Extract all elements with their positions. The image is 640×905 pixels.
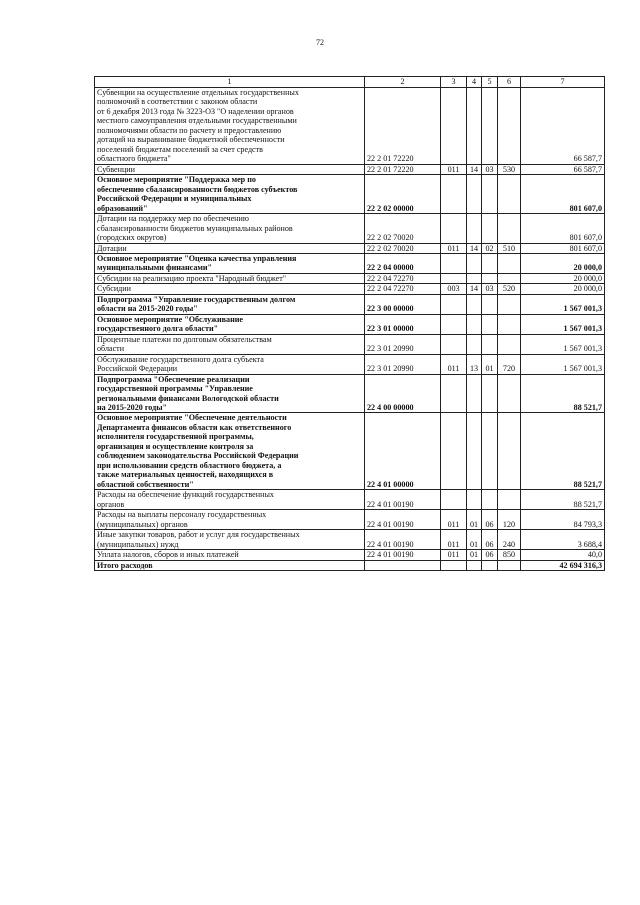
row-amount: 1 567 001,3 xyxy=(521,294,605,314)
row-name: Процентные платежи по долговым обязательствам области xyxy=(95,334,365,354)
row-name: Дотации на поддержку мер по обеспечению сбалансированности бюджетов муниципальных районов (городских округов) xyxy=(95,214,365,243)
header-col-3: 3 xyxy=(441,77,467,88)
row-code: 22 4 00 00000 xyxy=(365,374,441,413)
row-col5 xyxy=(482,253,498,273)
row-col4 xyxy=(467,88,482,165)
row-amount: 40,0 xyxy=(521,550,605,560)
row-col4 xyxy=(467,273,482,283)
row-col5: 06 xyxy=(482,530,498,550)
row-code: 22 2 04 72270 xyxy=(365,284,441,294)
row-col3 xyxy=(441,175,467,214)
row-name: Обслуживание государственного долга субъекта Российской Федерации xyxy=(95,354,365,374)
row-col6 xyxy=(498,175,521,214)
row-col4 xyxy=(467,374,482,413)
row-col6 xyxy=(498,88,521,165)
row-name: Субвенции на осуществление отдельных государственных полномочий в соответствии с законом области от 6 декабря 2013 года № 3223-ОЗ "О наделении органов местного самоуправления отдельными государственными полномочиями области по расчету и предоставлению дотаций на выравнивание бюджетной обеспеченности поселений бюджетам поселений за счет средств областного бюджета" xyxy=(95,88,365,165)
row-col5 xyxy=(482,273,498,283)
row-col4 xyxy=(467,175,482,214)
row-col5 xyxy=(482,314,498,334)
row-col3: 003 xyxy=(441,284,467,294)
row-name: Итого расходов xyxy=(95,560,365,570)
row-code: 22 3 01 00000 xyxy=(365,314,441,334)
row-col6 xyxy=(498,314,521,334)
budget-table xyxy=(94,76,605,571)
row-col5 xyxy=(482,294,498,314)
row-code: 22 2 02 00000 xyxy=(365,175,441,214)
table-row xyxy=(95,294,605,314)
row-col6: 530 xyxy=(498,164,521,174)
row-code: 22 3 01 20990 xyxy=(365,334,441,354)
row-col3: 011 xyxy=(441,243,467,253)
row-amount: 20 000,0 xyxy=(521,273,605,283)
table-row xyxy=(95,164,605,174)
row-col3 xyxy=(441,334,467,354)
row-col4: 01 xyxy=(467,510,482,530)
row-name: Подпрограмма "Обеспечение реализации государственной программы "Управление региональными финансами Вологодской области на 2015-2020 годы" xyxy=(95,374,365,413)
table-row xyxy=(95,490,605,510)
row-col3 xyxy=(441,253,467,273)
row-col3 xyxy=(441,88,467,165)
row-col5 xyxy=(482,88,498,165)
row-col6: 720 xyxy=(498,354,521,374)
header-col-2: 2 xyxy=(365,77,441,88)
page-number: 72 xyxy=(316,38,324,47)
table-row xyxy=(95,334,605,354)
row-name: Подпрограмма "Управление государственным долгом области на 2015-2020 годы" xyxy=(95,294,365,314)
table-row xyxy=(95,374,605,413)
row-col4: 14 xyxy=(467,243,482,253)
row-amount: 1 567 001,3 xyxy=(521,314,605,334)
row-code xyxy=(365,560,441,570)
row-col6 xyxy=(498,334,521,354)
row-name: Иные закупки товаров, работ и услуг для государственных (муниципальных) нужд xyxy=(95,530,365,550)
table-row xyxy=(95,314,605,334)
row-col5 xyxy=(482,490,498,510)
row-col4 xyxy=(467,490,482,510)
table-row xyxy=(95,550,605,560)
table-row xyxy=(95,88,605,165)
table-row xyxy=(95,560,605,570)
row-col6 xyxy=(498,214,521,243)
row-code: 22 3 01 20990 xyxy=(365,354,441,374)
row-col6 xyxy=(498,294,521,314)
row-col5 xyxy=(482,214,498,243)
row-col4: 01 xyxy=(467,530,482,550)
row-code: 22 4 01 00000 xyxy=(365,413,441,490)
header-col-1: 1 xyxy=(95,77,365,88)
row-col3: 011 xyxy=(441,164,467,174)
row-col5 xyxy=(482,374,498,413)
row-amount: 88 521,7 xyxy=(521,413,605,490)
row-col6 xyxy=(498,413,521,490)
row-code: 22 2 02 70020 xyxy=(365,214,441,243)
row-col6: 520 xyxy=(498,284,521,294)
row-col3 xyxy=(441,294,467,314)
row-col6: 510 xyxy=(498,243,521,253)
row-code: 22 4 01 00190 xyxy=(365,490,441,510)
table-row xyxy=(95,273,605,283)
row-col4 xyxy=(467,214,482,243)
table-row xyxy=(95,530,605,550)
row-name: Субсидии xyxy=(95,284,365,294)
row-col4 xyxy=(467,253,482,273)
header-col-5: 5 xyxy=(482,77,498,88)
header-col-7: 7 xyxy=(521,77,605,88)
header-col-6: 6 xyxy=(498,77,521,88)
row-col3: 011 xyxy=(441,510,467,530)
row-code: 22 2 04 00000 xyxy=(365,253,441,273)
row-amount: 1 567 001,3 xyxy=(521,354,605,374)
row-col4: 14 xyxy=(467,164,482,174)
row-name: Дотации xyxy=(95,243,365,253)
row-col5 xyxy=(482,175,498,214)
table-row xyxy=(95,413,605,490)
table-row xyxy=(95,510,605,530)
row-code: 22 4 01 00190 xyxy=(365,510,441,530)
row-amount: 20 000,0 xyxy=(521,284,605,294)
row-amount: 88 521,7 xyxy=(521,374,605,413)
row-name: Субвенции xyxy=(95,164,365,174)
row-col6 xyxy=(498,273,521,283)
row-code: 22 2 04 72270 xyxy=(365,273,441,283)
row-code: 22 4 01 00190 xyxy=(365,530,441,550)
row-col3 xyxy=(441,273,467,283)
header-col-4: 4 xyxy=(467,77,482,88)
row-col4 xyxy=(467,294,482,314)
row-amount: 20 000,0 xyxy=(521,253,605,273)
row-amount: 66 587,7 xyxy=(521,164,605,174)
row-amount: 801 607,0 xyxy=(521,243,605,253)
row-amount: 88 521,7 xyxy=(521,490,605,510)
row-amount: 66 587,7 xyxy=(521,88,605,165)
table-row xyxy=(95,253,605,273)
row-col5: 06 xyxy=(482,550,498,560)
row-amount: 42 694 316,3 xyxy=(521,560,605,570)
row-col3 xyxy=(441,374,467,413)
row-name: Расходы на обеспечение функций государственных органов xyxy=(95,490,365,510)
table-body xyxy=(95,88,605,571)
row-col6: 850 xyxy=(498,550,521,560)
row-code: 22 3 00 00000 xyxy=(365,294,441,314)
row-col4 xyxy=(467,413,482,490)
row-col6 xyxy=(498,490,521,510)
row-col4: 13 xyxy=(467,354,482,374)
row-col5 xyxy=(482,413,498,490)
row-name: Субсидии на реализацию проекта "Народный бюджет" xyxy=(95,273,365,283)
row-name: Расходы на выплаты персоналу государственных (муниципальных) органов xyxy=(95,510,365,530)
row-col5: 03 xyxy=(482,284,498,294)
row-col3: 011 xyxy=(441,354,467,374)
row-col4: 01 xyxy=(467,550,482,560)
table-row xyxy=(95,214,605,243)
row-col5: 06 xyxy=(482,510,498,530)
table-header-row xyxy=(95,77,605,88)
row-col4 xyxy=(467,334,482,354)
row-col3: 011 xyxy=(441,530,467,550)
row-col5 xyxy=(482,334,498,354)
row-col4: 14 xyxy=(467,284,482,294)
row-name: Основное мероприятие "Оценка качества управления муниципальными финансами" xyxy=(95,253,365,273)
row-col6 xyxy=(498,253,521,273)
row-name: Уплата налогов, сборов и иных платежей xyxy=(95,550,365,560)
row-col6: 120 xyxy=(498,510,521,530)
row-col3 xyxy=(441,214,467,243)
row-col4 xyxy=(467,560,482,570)
row-col3 xyxy=(441,314,467,334)
row-code: 22 4 01 00190 xyxy=(365,550,441,560)
table-row xyxy=(95,175,605,214)
row-col5 xyxy=(482,560,498,570)
row-amount: 801 607,0 xyxy=(521,214,605,243)
row-code: 22 2 02 70020 xyxy=(365,243,441,253)
table-row xyxy=(95,243,605,253)
row-col5: 01 xyxy=(482,354,498,374)
row-amount: 1 567 001,3 xyxy=(521,334,605,354)
row-name: Основное мероприятие "Поддержка мер по обеспечению сбалансированности бюджетов субъектов Российской Федерации и муниципальных образований" xyxy=(95,175,365,214)
row-col4 xyxy=(467,314,482,334)
row-col5: 03 xyxy=(482,164,498,174)
row-col5: 02 xyxy=(482,243,498,253)
row-col6 xyxy=(498,374,521,413)
row-col6 xyxy=(498,560,521,570)
row-amount: 3 688,4 xyxy=(521,530,605,550)
row-amount: 84 793,3 xyxy=(521,510,605,530)
table-row xyxy=(95,284,605,294)
row-col3 xyxy=(441,413,467,490)
row-col3: 011 xyxy=(441,550,467,560)
row-code: 22 2 01 72220 xyxy=(365,88,441,165)
row-name: Основное мероприятие "Обеспечение деятельности Департамента финансов области как ответственного исполнителя государственной программы, организация и осуществление контроля за соблюдением законодательства Российской Федерации при использовании средств областного бюджета, а также материальных ценностей, находящихся в областной собственности" xyxy=(95,413,365,490)
row-col3 xyxy=(441,490,467,510)
row-name: Основное мероприятие "Обслуживание государственного долга области" xyxy=(95,314,365,334)
row-col6: 240 xyxy=(498,530,521,550)
row-amount: 801 607,0 xyxy=(521,175,605,214)
row-col3 xyxy=(441,560,467,570)
table-row xyxy=(95,354,605,374)
row-code: 22 2 01 72220 xyxy=(365,164,441,174)
